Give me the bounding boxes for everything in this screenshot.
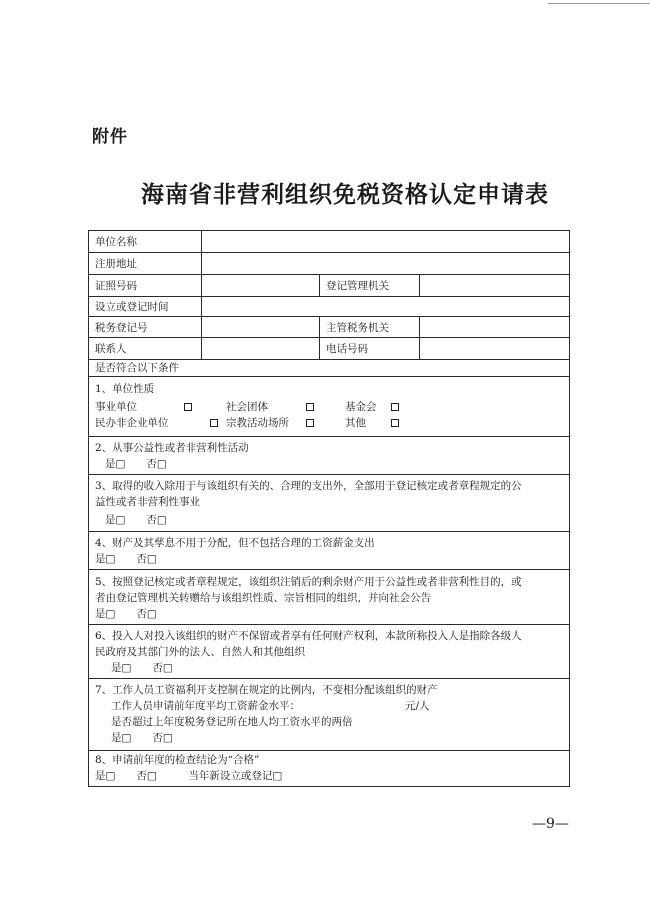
label-unit-name: 单位名称 — [95, 236, 137, 248]
top-edge-line — [548, 3, 650, 4]
row-cert-no — [89, 275, 569, 297]
input-established[interactable] — [201, 297, 569, 316]
label-cert-no: 证照号码 — [95, 280, 137, 292]
option-other[interactable]: 其他 — [345, 417, 366, 429]
section-4-answer[interactable]: 是□ 否□ — [95, 553, 157, 565]
section-7-line-1: 7、工作人员工资福利开支控制在规定的比例内，不变相分配该组织的财产 — [95, 684, 438, 696]
section-7-line-2: 工作人员申请前年度平均工资薪金水平： — [111, 700, 300, 712]
page-number: —9— — [532, 816, 569, 832]
checkbox-other[interactable] — [391, 419, 399, 427]
input-unit-name[interactable] — [201, 231, 569, 252]
attachment-label: 附件 — [92, 127, 128, 147]
section-7-answer[interactable]: 是□ 否□ — [111, 732, 173, 744]
section-6 — [89, 625, 569, 679]
checkbox-social-group[interactable] — [306, 403, 314, 411]
row-contact — [89, 338, 569, 360]
input-reg-authority[interactable] — [419, 275, 569, 296]
section-7 — [89, 679, 569, 751]
input-phone[interactable] — [419, 338, 569, 359]
section-3-line-1: 3、取得的收入除用于与该组织有关的、合理的支出外，全部用于登记核定或者章程规定的公 — [95, 480, 522, 492]
label-reg-authority: 登记管理机关 — [319, 275, 419, 296]
label-established: 设立或登记时间 — [95, 301, 169, 313]
section-4-title: 4、财产及其孳息不用于分配，但不包括合理的工资薪金支出 — [95, 537, 375, 549]
section-7-unit: 元/人 — [405, 700, 430, 712]
row-unit-name — [89, 231, 569, 253]
section-4 — [89, 532, 569, 570]
input-tax-reg-no[interactable] — [201, 317, 319, 337]
section-1-title: 1、单位性质 — [95, 383, 155, 395]
section-6-answer[interactable]: 是□ 否□ — [111, 662, 173, 674]
label-address: 注册地址 — [95, 258, 137, 270]
row-established — [89, 297, 569, 317]
row-address — [89, 253, 569, 275]
label-tax-reg-no: 税务登记号 — [95, 321, 148, 334]
row-conditions-header — [89, 360, 569, 377]
section-5-line-2: 者由登记管理机关转赠给与该组织性质、宗旨相同的组织，并向社会公告 — [95, 592, 431, 604]
application-form-table — [88, 230, 570, 787]
section-2-answer[interactable]: 是□ 否□ — [105, 458, 167, 470]
section-5 — [89, 570, 569, 625]
label-tax-authority: 主管税务机关 — [319, 317, 419, 337]
section-8-title: 8、申请前年度的检查结论为“合格” — [95, 754, 260, 766]
checkbox-private-non-enterprise[interactable] — [210, 419, 218, 427]
section-5-answer[interactable]: 是□ 否□ — [95, 608, 157, 620]
section-7-line-3: 是否超过上年度税务登记所在地人均工资水平的两倍 — [111, 716, 353, 728]
row-tax-reg — [89, 317, 569, 338]
section-5-line-1: 5、按照登记核定或者章程规定，该组织注销后的剩余财产用于公益性或者非营利性目的，或 — [95, 576, 522, 588]
input-address[interactable] — [201, 253, 569, 274]
section-3-answer[interactable]: 是□ 否□ — [105, 514, 167, 526]
section-3-line-2: 益性或者非营利性事业 — [95, 496, 200, 508]
section-8 — [89, 751, 569, 786]
checkbox-public-institution[interactable] — [184, 403, 192, 411]
option-private-non-enterprise[interactable]: 民办非企业单位 — [95, 417, 169, 429]
section-6-line-1: 6、投入人对投入该组织的财产不保留或者享有任何财产权利，本款所称投入人是指除各级人 — [95, 630, 522, 642]
checkbox-religious-venue[interactable] — [306, 419, 314, 427]
label-phone: 电话号码 — [319, 338, 419, 359]
conditions-header: 是否符合以下条件 — [95, 362, 179, 374]
checkbox-foundation[interactable] — [391, 403, 399, 411]
section-2 — [89, 437, 569, 475]
option-public-institution[interactable]: 事业单位 — [95, 401, 137, 413]
input-contact[interactable] — [201, 338, 319, 359]
section-2-title: 2、从事公益性或者非营利性活动 — [95, 442, 249, 454]
section-8-answer[interactable]: 是□ 否□ 当年新设立或登记□ — [95, 770, 283, 782]
section-1-unit-type — [89, 377, 569, 437]
input-cert-no[interactable] — [201, 275, 319, 296]
page-title: 海南省非营利组织免税资格认定申请表 — [141, 181, 549, 208]
section-3 — [89, 475, 569, 532]
option-foundation[interactable]: 基金会 — [345, 401, 377, 413]
input-tax-authority[interactable] — [419, 317, 569, 337]
option-religious-venue[interactable]: 宗教活动场所 — [226, 417, 289, 429]
section-6-line-2: 民政府及其部门外的法人、自然人和其他组织 — [95, 646, 305, 658]
option-social-group[interactable]: 社会团体 — [226, 401, 268, 413]
label-contact: 联系人 — [95, 343, 127, 355]
